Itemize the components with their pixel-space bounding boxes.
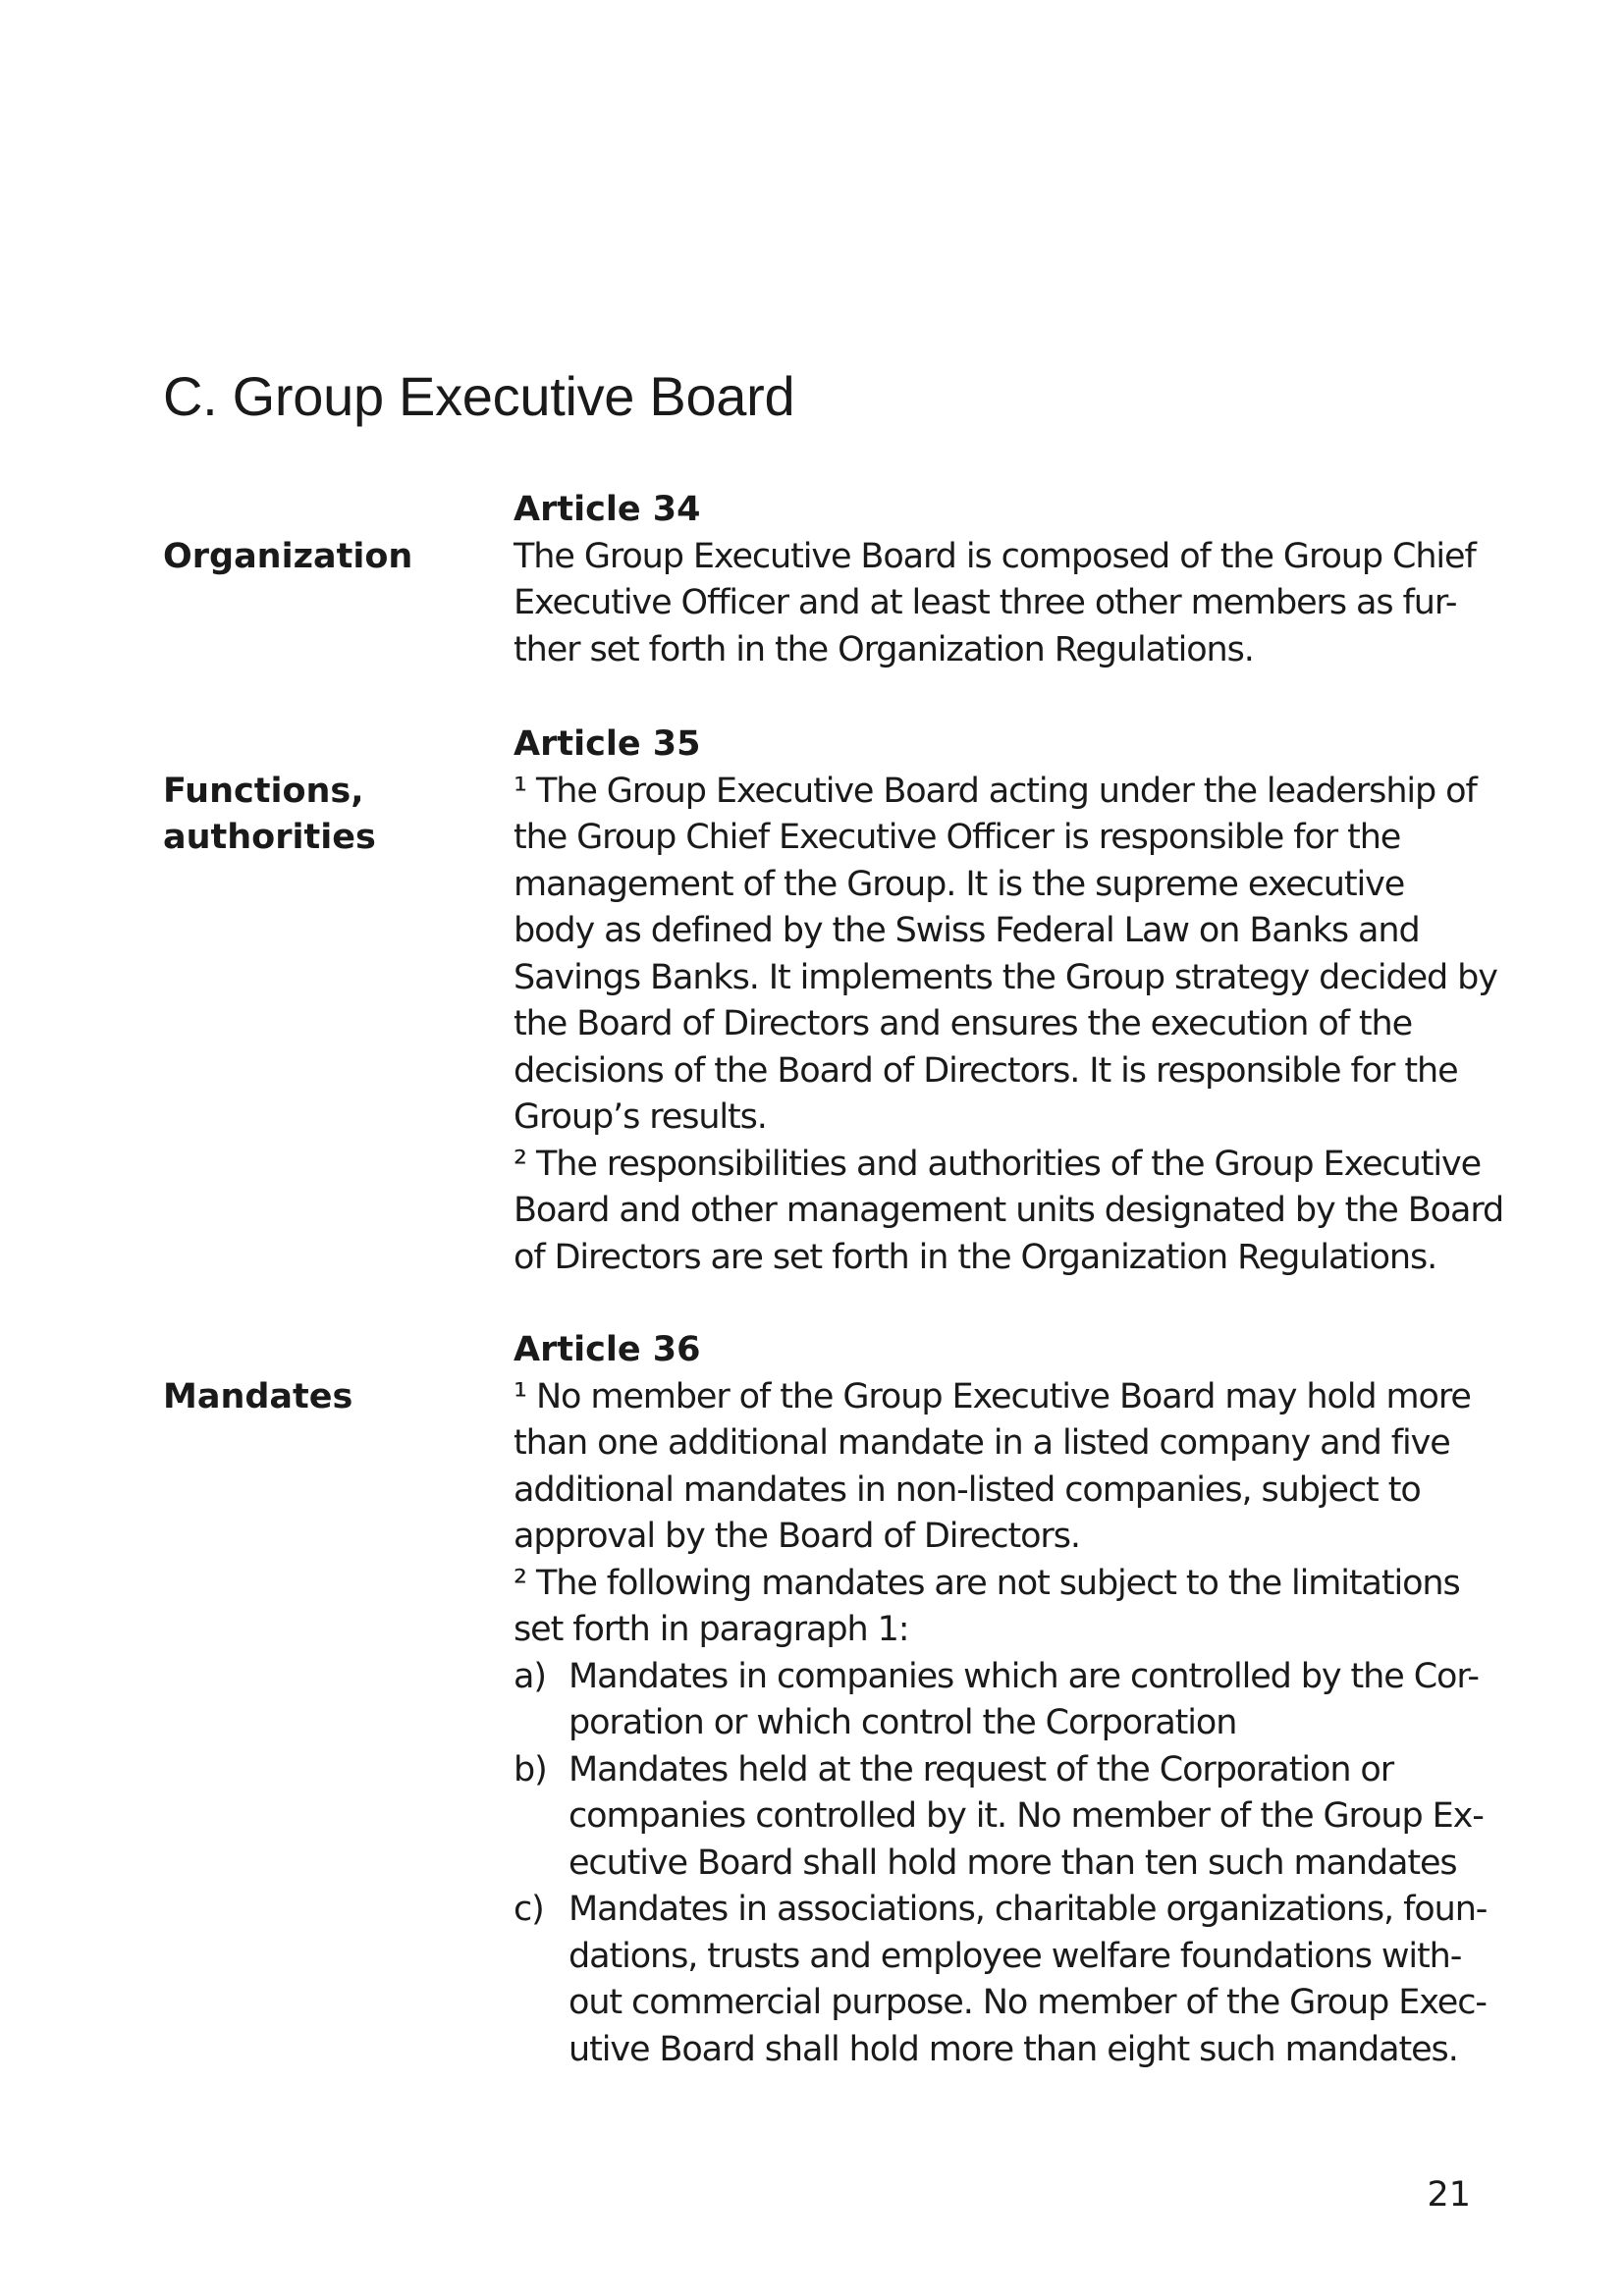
body-line: additional mandates in non-listed companies, subject to bbox=[514, 1469, 1421, 1510]
body-line: of Directors are set forth in the Organization Regulations. bbox=[514, 1237, 1437, 1277]
body-line: approval by the Board of Directors. bbox=[514, 1517, 1080, 1556]
page-number: 21 bbox=[1427, 2175, 1471, 2215]
body-line: body as defined by the Swiss Federal Law on Banks and bbox=[514, 911, 1420, 950]
body-line: Board and other management units designated by the Board bbox=[514, 1191, 1504, 1230]
article-body bbox=[514, 534, 1486, 674]
list-item-line: out commercial purpose. No member of the Group Exec- bbox=[568, 1983, 1487, 2022]
body-line: ¹ The Group Executive Board acting under the leadership of bbox=[514, 771, 1477, 811]
body-line: The Group Executive Board is composed of the Group Chief bbox=[514, 536, 1476, 576]
article-body bbox=[514, 1374, 1486, 2074]
side-label-line: Mandates bbox=[163, 1376, 353, 1416]
list-item-line: Mandates held at the request of the Corporation or bbox=[568, 1749, 1394, 1789]
side-label-line: authorities bbox=[163, 818, 376, 857]
side-label-line: Functions, bbox=[163, 771, 364, 811]
body-line: than one additional mandate in a listed company and five bbox=[514, 1423, 1450, 1463]
section-title: C. Group Executive Board bbox=[163, 365, 795, 427]
side-label-mandates bbox=[163, 1374, 352, 1421]
body-line: ² The following mandates are not subject to the limitations bbox=[514, 1563, 1460, 1603]
list-item-c bbox=[514, 1887, 1486, 2073]
body-line: ther set forth in the Organization Regulations. bbox=[514, 629, 1254, 669]
body-line: ² The responsibilities and authorities of the Group Executive bbox=[514, 1144, 1482, 1184]
body-line: set forth in paragraph 1: bbox=[514, 1610, 909, 1649]
list-marker: b) bbox=[514, 1749, 547, 1789]
list-marker: c) bbox=[514, 1890, 544, 1929]
body-line: management of the Group. It is the supreme executive bbox=[514, 864, 1405, 904]
list-marker: a) bbox=[514, 1656, 546, 1696]
body-line: the Group Chief Executive Officer is responsible for the bbox=[514, 818, 1401, 857]
list-item-line: poration or which control the Corporation bbox=[568, 1703, 1237, 1742]
list-item-a bbox=[514, 1654, 1486, 1747]
list-item-line: Mandates in companies which are controlled by the Cor- bbox=[568, 1656, 1479, 1696]
list-item-line: utive Board shall hold more than eight such mandates. bbox=[568, 2029, 1458, 2069]
body-line: Savings Banks. It implements the Group strategy decided by bbox=[514, 957, 1497, 997]
list-item-line: ecutive Board shall hold more than ten such mandates bbox=[568, 1842, 1457, 1883]
side-label-functions-authorities bbox=[163, 769, 376, 862]
list-item-line: Mandates in associations, charitable organizations, foun- bbox=[568, 1890, 1488, 1929]
list-item-line: companies controlled by it. No member of the Group Ex- bbox=[568, 1796, 1484, 1836]
article-body bbox=[514, 769, 1504, 1282]
body-line: ¹ No member of the Group Executive Board may hold more bbox=[514, 1376, 1471, 1416]
body-line: Group’s results. bbox=[514, 1097, 767, 1137]
article-heading: Article 35 bbox=[514, 724, 701, 764]
list-item-line: dations, trusts and employee welfare foundations with- bbox=[568, 1936, 1462, 1976]
list-item-b bbox=[514, 1747, 1486, 1888]
side-label-organization bbox=[163, 534, 412, 581]
body-line: decisions of the Board of Directors. It is responsible for the bbox=[514, 1050, 1458, 1091]
side-label-line: Organization bbox=[163, 536, 413, 576]
article-heading: Article 34 bbox=[514, 490, 701, 529]
body-line: Executive Officer and at least three other members as fur- bbox=[514, 583, 1457, 622]
article-heading: Article 36 bbox=[514, 1330, 701, 1369]
body-line: the Board of Directors and ensures the execution of the bbox=[514, 1004, 1413, 1043]
